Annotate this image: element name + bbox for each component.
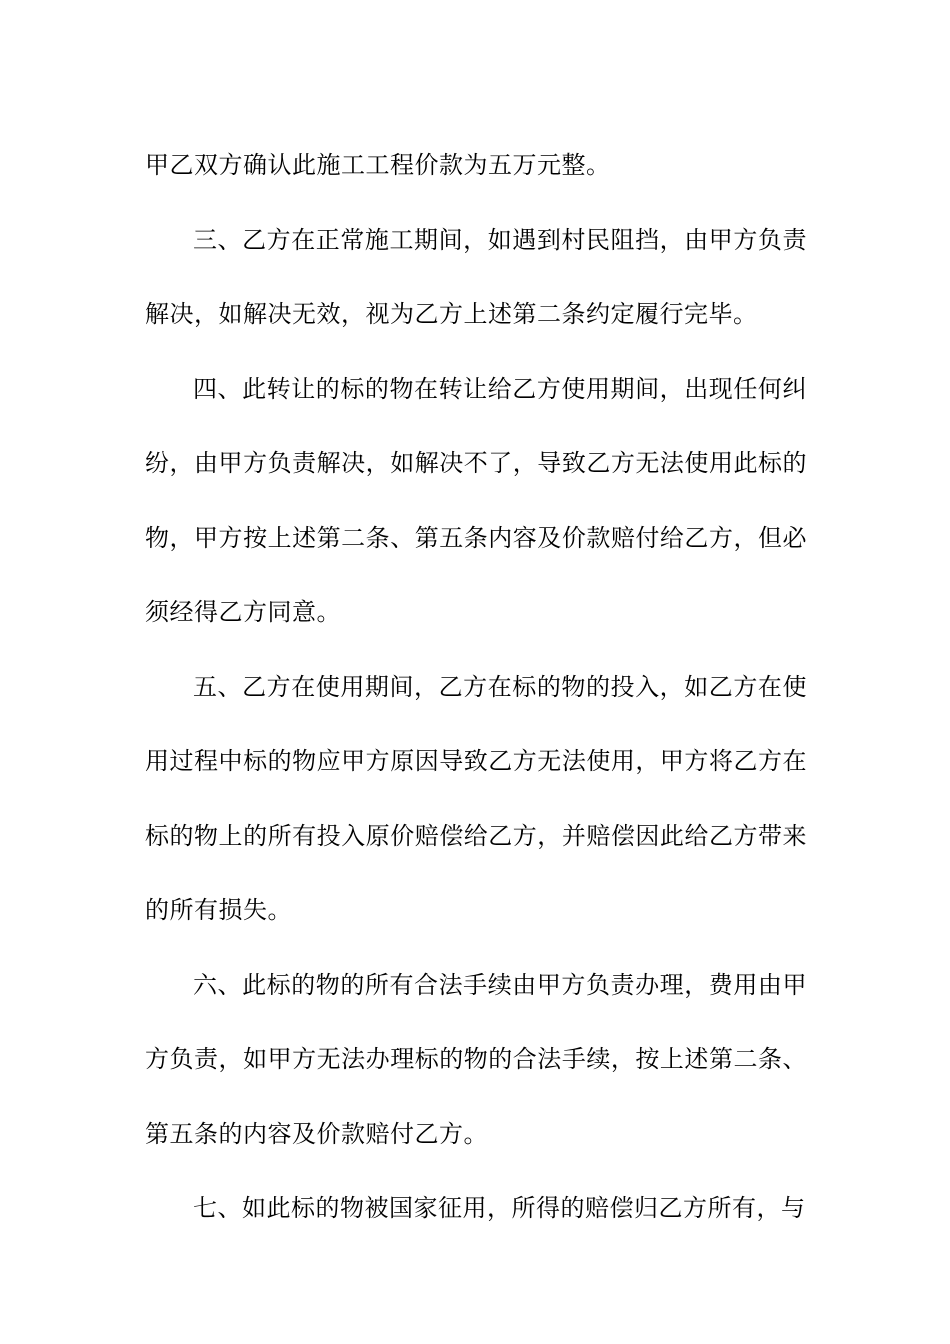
paragraph-clause-4: 四、此转让的标的物在转让给乙方使用期间，出现任何纠纷，由甲方负责解决，如解决不了，导致乙方无法使用此标的物，甲方按上述第二条、第五条内容及价款赔付给乙方，但必须经得乙方同意。 (145, 374, 807, 626)
paragraph-clause-6: 六、此标的物的所有合法手续由甲方负责办理，费用由甲方负责，如甲方无法办理标的物的合法手续，按上述第二条、第五条的内容及价款赔付乙方。 (145, 970, 807, 1148)
paragraph-clause-5: 五、乙方在使用期间，乙方在标的物的投入，如乙方在使用过程中标的物应甲方原因导致乙方无法使用，甲方将乙方在标的物上的所有投入原价赔偿给乙方，并赔偿因此给乙方带来的所有损失。 (145, 672, 807, 924)
paragraph-clause-7: 七、如此标的物被国家征用，所得的赔偿归乙方所有，与 (193, 1194, 806, 1222)
paragraph-clause-3: 三、乙方在正常施工期间，如遇到村民阻挡，由甲方负责解决，如解决无效，视为乙方上述第二条约定履行完毕。 (145, 225, 807, 328)
paragraph-continuation: 甲乙双方确认此施工工程价款为五万元整。 (145, 151, 611, 179)
document-body (145, 128, 807, 1246)
